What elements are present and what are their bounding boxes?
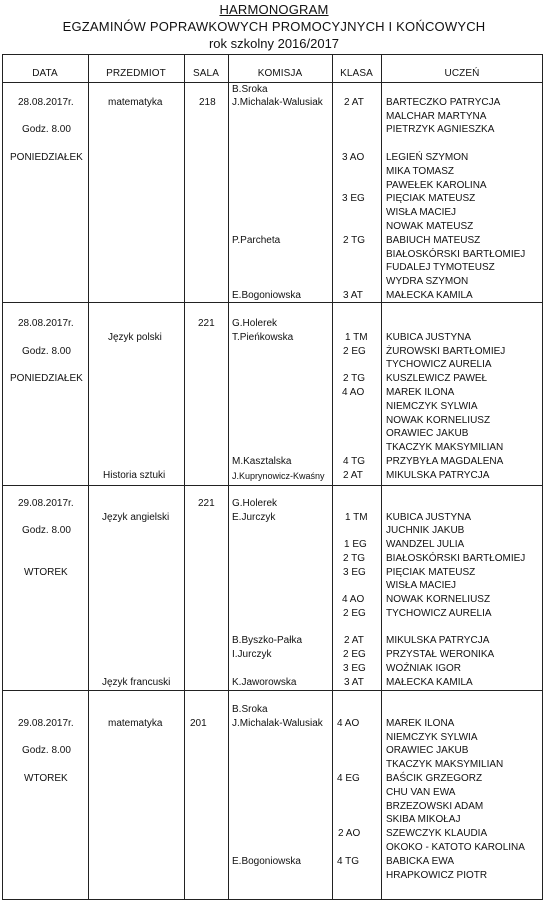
- student-name: KUSZLEWICZ PAWEŁ: [386, 373, 488, 384]
- student-name: LEGIEŃ SZYMON: [386, 152, 469, 163]
- student-name: WANDZEL JULIA: [386, 539, 465, 550]
- exam-date: 28.08.2017r.: [18, 318, 74, 329]
- exam-time: Godz. 8.00: [22, 124, 71, 135]
- exam-subject: Historia sztuki: [103, 470, 166, 481]
- student-name: NOWAK KORNELIUSZ: [386, 415, 491, 426]
- exam-subject: Język polski: [108, 332, 162, 343]
- column-header-sala: SALA: [193, 68, 219, 79]
- committee-member: P.Parcheta: [232, 235, 281, 246]
- student-name: JUCHNIK JAKUB: [386, 525, 465, 536]
- committee-member: G.Holerek: [232, 498, 278, 509]
- committee-member: T.Pieńkowska: [232, 332, 294, 343]
- student-name: SZEWCZYK KLAUDIA: [386, 828, 488, 839]
- column-divider: [184, 54, 185, 900]
- student-name: OKOKO - KATOTO KAROLINA: [386, 842, 525, 853]
- student-name: BIAŁOSKÓRSKI BARTŁOMIEJ: [386, 553, 526, 564]
- school-year: rok szkolny 2016/2017: [208, 36, 340, 51]
- exam-time: Godz. 8.00: [22, 745, 71, 756]
- class-code: 4 AO: [342, 594, 365, 605]
- student-name: MAREK ILONA: [386, 718, 455, 729]
- student-name: PIĘCIAK MATEUSZ: [386, 193, 476, 204]
- committee-member: E.Bogoniowska: [232, 290, 301, 301]
- class-code: 2 AT: [344, 97, 364, 108]
- class-code: 3 AT: [343, 290, 363, 301]
- class-code: 2 EG: [343, 649, 366, 660]
- student-name: TKACZYK MAKSYMILIAN: [386, 442, 504, 453]
- student-name: PIĘCIAK MATEUSZ: [386, 567, 476, 578]
- student-name: KUBICA JUSTYNA: [386, 512, 472, 523]
- class-code: 1 TM: [345, 332, 368, 343]
- student-name: HRAPKOWICZ PIOTR: [386, 870, 488, 881]
- column-header-klasa: KLASA: [340, 68, 373, 79]
- class-code: 2 EG: [343, 608, 366, 619]
- committee-member: I.Jurczyk: [232, 649, 272, 660]
- class-code: 3 AO: [342, 152, 365, 163]
- student-name: BAŚCIK GRZEGORZ: [386, 773, 483, 784]
- student-name: MAREK ILONA: [386, 387, 455, 398]
- student-name: WISŁA MACIEJ: [386, 580, 457, 591]
- class-code: 4 EG: [337, 773, 360, 784]
- committee-member: B.Byszko-Pałka: [232, 635, 303, 646]
- class-code: 2 TG: [343, 235, 366, 246]
- exam-date: 28.08.2017r.: [18, 97, 74, 108]
- header-divider: [2, 82, 543, 83]
- class-code: 1 EG: [344, 539, 367, 550]
- class-code: 2 TG: [343, 373, 366, 384]
- student-name: NOWAK KORNELIUSZ: [386, 594, 491, 605]
- student-name: MIKA TOMASZ: [386, 166, 454, 177]
- exam-date: 29.08.2017r.: [18, 718, 74, 729]
- class-code: 4 AO: [342, 387, 365, 398]
- class-code: 2 AO: [338, 828, 361, 839]
- committee-member: J.Kuprynowicz-Kwaśny: [232, 471, 325, 481]
- student-name: PRZYBYŁA MAGDALENA: [386, 456, 504, 467]
- column-header-przedmiot: PRZEDMIOT: [106, 68, 166, 79]
- class-code: 2 AT: [344, 635, 364, 646]
- student-name: PIETRZYK AGNIESZKA: [386, 124, 495, 135]
- student-name: MIKULSKA PATRYCJA: [386, 470, 490, 481]
- column-header-data: DATA: [32, 68, 58, 79]
- page-subtitle: EGZAMINÓW POPRAWKOWYCH PROMOCYJNYCH I KOŃCOWYCH: [62, 19, 486, 34]
- class-code: 1 TM: [345, 512, 368, 523]
- student-name: BABIUCH MATEUSZ: [386, 235, 481, 246]
- class-code: 3 EG: [343, 663, 366, 674]
- exam-room: 221: [198, 498, 215, 509]
- exam-day: WTOREK: [24, 773, 68, 784]
- column-divider: [332, 54, 333, 900]
- exam-room: 218: [199, 97, 216, 108]
- student-name: ŻUROWSKI BARTŁOMIEJ: [386, 346, 506, 357]
- exam-subject: Język angielski: [102, 512, 170, 523]
- exam-time: Godz. 8.00: [22, 525, 71, 536]
- column-divider: [381, 54, 382, 900]
- class-code: 3 EG: [342, 193, 365, 204]
- student-name: WOŹNIAK IGOR: [386, 663, 461, 674]
- student-name: MAŁECKA KAMILA: [386, 290, 473, 301]
- committee-member: B.Sroka: [232, 84, 268, 95]
- student-name: NOWAK MATEUSZ: [386, 221, 474, 232]
- student-name: BRZEZOWSKI ADAM: [386, 801, 484, 812]
- committee-member: J.Michalak-Walusiak: [232, 718, 323, 729]
- student-name: CHU VAN EWA: [386, 787, 456, 798]
- column-divider: [228, 54, 229, 900]
- student-name: MALCHAR MARTYNA: [386, 111, 487, 122]
- class-code: 2 AT: [343, 470, 363, 481]
- exam-room: 221: [198, 318, 215, 329]
- student-name: NIEMCZYK SYLWIA: [386, 401, 478, 412]
- class-code: 2 EG: [343, 346, 366, 357]
- student-name: ORAWIEC JAKUB: [386, 428, 469, 439]
- exam-subject: matematyka: [108, 718, 163, 729]
- class-code: 4 TG: [337, 856, 360, 867]
- committee-member: E.Jurczyk: [232, 512, 276, 523]
- exam-subject: matematyka: [108, 97, 163, 108]
- section-divider: [2, 690, 543, 691]
- committee-member: B.Sroka: [232, 704, 268, 715]
- exam-room: 201: [190, 718, 207, 729]
- page-title: HARMONOGRAM: [219, 2, 329, 17]
- student-name: ORAWIEC JAKUB: [386, 745, 469, 756]
- committee-member: M.Kasztalska: [232, 456, 292, 467]
- student-name: TKACZYK MAKSYMILIAN: [386, 759, 504, 770]
- exam-time: Godz. 8.00: [22, 346, 71, 357]
- class-code: 4 TG: [343, 456, 366, 467]
- student-name: KUBICA JUSTYNA: [386, 332, 472, 343]
- student-name: WYDRA SZYMON: [386, 276, 469, 287]
- class-code: 3 AT: [344, 677, 364, 688]
- class-code: 2 TG: [343, 553, 366, 564]
- column-divider: [88, 54, 89, 900]
- student-name: BIAŁOSKÓRSKI BARTŁOMIEJ: [386, 249, 526, 260]
- student-name: MIKULSKA PATRYCJA: [386, 635, 490, 646]
- student-name: FUDALEJ TYMOTEUSZ: [386, 262, 495, 273]
- exam-subject: Język francuski: [102, 677, 171, 688]
- student-name: MAŁECKA KAMILA: [386, 677, 473, 688]
- class-code: 3 EG: [343, 567, 366, 578]
- student-name: PRZYSTAŁ WERONIKA: [386, 649, 495, 660]
- committee-member: K.Jaworowska: [232, 677, 297, 688]
- committee-member: G.Holerek: [232, 318, 278, 329]
- committee-member: J.Michalak-Walusiak: [232, 97, 323, 108]
- column-header-uczen: UCZEŃ: [444, 68, 480, 79]
- student-name: BARTECZKO PATRYCJA: [386, 97, 501, 108]
- student-name: TYCHOWICZ AURELIA: [386, 359, 492, 370]
- student-name: SKIBA MIKOŁAJ: [386, 814, 461, 825]
- student-name: BABICKA EWA: [386, 856, 454, 867]
- class-code: 4 AO: [337, 718, 360, 729]
- exam-date: 29.08.2017r.: [18, 498, 74, 509]
- student-name: NIEMCZYK SYLWIA: [386, 732, 478, 743]
- section-divider: [2, 485, 543, 486]
- exam-day: WTOREK: [24, 567, 68, 578]
- student-name: PAWEŁEK KAROLINA: [386, 180, 487, 191]
- column-header-komisja: KOMISJA: [257, 68, 303, 79]
- student-name: WISŁA MACIEJ: [386, 207, 457, 218]
- committee-member: E.Bogoniowska: [232, 856, 301, 867]
- exam-day: PONIEDZIAŁEK: [10, 373, 83, 384]
- exam-day: PONIEDZIAŁEK: [10, 152, 83, 163]
- student-name: TYCHOWICZ AURELIA: [386, 608, 492, 619]
